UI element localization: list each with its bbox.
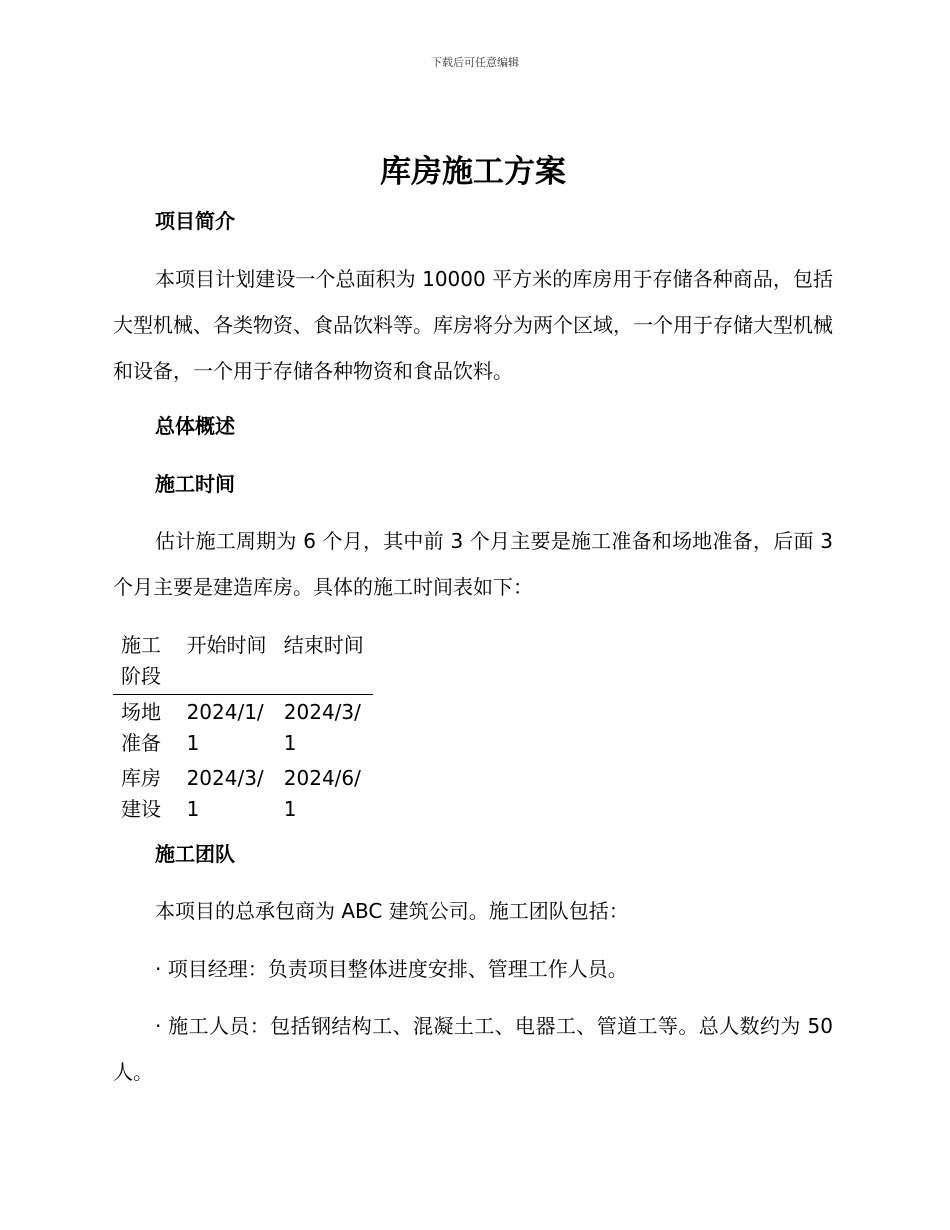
team-list-item-2: · 施工人员：包括钢结构工、混凝土工、电器工、管道工等。总人数约为 50 人。 (113, 1014, 833, 1084)
section-heading-intro: 项目简介 (155, 209, 235, 233)
schedule-table-container (113, 628, 373, 827)
time-paragraph: 估计施工周期为 6 个月，其中前 3 个月主要是施工准备和场地准备，后面 3 个月主要是建造库房。具体的施工时间表如下： (113, 529, 833, 599)
intro-paragraph: 本项目计划建设一个总面积为 10000 平方米的库房用于存储各种商品，包括大型机械、各类物资、食品饮料等。库房将分为两个区域，一个用于存储大型机械和设备，一个用于存储各种物资和食品饮料。 (113, 267, 833, 383)
table-header-row (113, 628, 373, 695)
table-cell: 库房建设 (121, 766, 161, 821)
document-title: 库房施工方案 (380, 154, 566, 190)
table-row (113, 695, 373, 762)
table-cell: 2024/3/1 (283, 700, 361, 755)
table-cell: 2024/6/1 (283, 766, 361, 821)
section-heading-time: 施工时间 (155, 472, 235, 496)
section-heading-team: 施工团队 (155, 842, 235, 866)
team-list-item-1: · 项目经理：负责项目整体进度安排、管理工作人员。 (155, 957, 628, 981)
table-row (113, 761, 373, 827)
team-paragraph: 本项目的总承包商为 ABC 建筑公司。施工团队包括： (155, 899, 629, 923)
section-heading-overview: 总体概述 (155, 414, 235, 438)
table-cell: 2024/3/1 (186, 766, 264, 821)
table-cell: 2024/1/1 (186, 700, 264, 755)
table-header-cell: 开始时间 (186, 633, 267, 657)
table-header-cell: 施工阶段 (121, 633, 161, 688)
header-note: 下载后可任意编辑 (431, 56, 519, 69)
schedule-table (113, 628, 373, 827)
table-cell: 场地准备 (121, 700, 161, 755)
table-header-cell: 结束时间 (283, 633, 364, 657)
